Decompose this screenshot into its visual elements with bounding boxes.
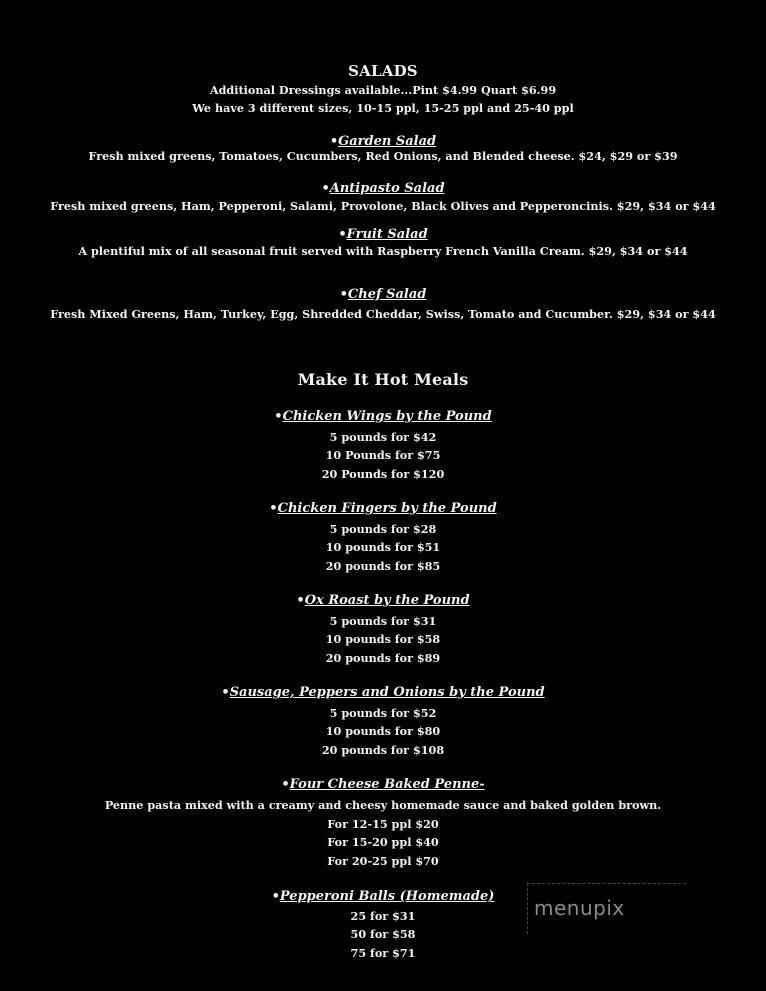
price-line: 20 pounds for $108 xyxy=(321,743,445,757)
bullet-icon: • xyxy=(269,501,278,516)
price-line: 5 pounds for $28 xyxy=(329,522,437,536)
price-line: 20 Pounds for $120 xyxy=(321,467,445,481)
price-line: 20 pounds for $85 xyxy=(325,559,441,573)
salad-item-desc: Fresh Mixed Greens, Ham, Turkey, Egg, Shredded Cheddar, Swiss, Tomato and Cucumber. $29, $34 or $44 xyxy=(50,307,716,321)
hot-item-label: Chicken Wings by the Pound xyxy=(282,409,492,424)
bullet-icon: • xyxy=(321,181,330,196)
salad-item-name xyxy=(0,227,766,242)
menupix-watermark xyxy=(527,883,686,934)
salad-item-label: Garden Salad xyxy=(338,134,437,149)
price-line: 10 pounds for $51 xyxy=(325,540,441,554)
hot-item-label: Sausage, Peppers and Onions by the Pound xyxy=(229,685,545,700)
price-line: 5 pounds for $31 xyxy=(329,614,437,628)
hot-item-name xyxy=(0,593,766,608)
hot-item-name xyxy=(0,777,766,792)
hot-item-name xyxy=(0,501,766,516)
salad-item-label: Fruit Salad xyxy=(346,227,428,242)
bullet-icon: • xyxy=(296,593,305,608)
price-line: 5 pounds for $42 xyxy=(329,430,437,444)
salads-note-dressings: Additional Dressings available...Pint $4.99 Quart $6.99 xyxy=(209,83,557,97)
price-line: 75 for $71 xyxy=(350,946,416,960)
salads-title: SALADS xyxy=(348,62,418,80)
price-line: 20 pounds for $89 xyxy=(325,651,441,665)
salad-item-label: Antipasto Salad xyxy=(329,181,445,196)
hot-meals-title: Make It Hot Meals xyxy=(297,370,469,389)
price-line: For 12-15 ppl $20 xyxy=(327,817,439,831)
salad-item-desc: Fresh mixed greens, Ham, Pepperoni, Salami, Provolone, Black Olives and Pepperoncinis. $29, $34 or $44 xyxy=(50,199,716,213)
hot-item-label: Four Cheese Baked Penne- xyxy=(289,777,485,792)
bullet-icon: • xyxy=(329,134,339,149)
price-line: 10 Pounds for $75 xyxy=(325,448,441,462)
item-description: Penne pasta mixed with a creamy and cheesy homemade sauce and baked golden brown. xyxy=(104,798,662,812)
price-line: 10 pounds for $80 xyxy=(325,724,441,738)
bullet-icon: • xyxy=(338,227,347,242)
price-line: For 15-20 ppl $40 xyxy=(327,835,439,849)
salad-item-name xyxy=(0,181,766,196)
bullet-icon: • xyxy=(281,777,290,792)
hot-item-label: Ox Roast by the Pound xyxy=(304,593,470,608)
price-line: 25 for $31 xyxy=(350,909,416,923)
salad-item-name xyxy=(0,134,766,149)
salads-note-sizes: We have 3 different sizes, 10-15 ppl, 15-25 ppl and 25-40 ppl xyxy=(192,101,574,115)
salad-item-desc: Fresh mixed greens, Tomatoes, Cucumbers, Red Onions, and Blended cheese. $24, $29 or $39 xyxy=(88,149,678,163)
bullet-icon: • xyxy=(221,685,230,700)
watermark-text: menupix xyxy=(534,896,625,920)
hot-item-name xyxy=(0,409,766,424)
price-line: 50 for $58 xyxy=(350,927,416,941)
hot-item-label: Chicken Fingers by the Pound xyxy=(277,501,497,516)
price-line: For 20-25 ppl $70 xyxy=(327,854,439,868)
hot-item-label: Pepperoni Balls (Homemade) xyxy=(279,889,495,904)
price-line: 10 pounds for $58 xyxy=(325,632,441,646)
price-line: 5 pounds for $52 xyxy=(329,706,437,720)
bullet-icon: • xyxy=(274,409,283,424)
salad-item-desc: A plentiful mix of all seasonal fruit served with Raspberry French Vanilla Cream. $29, $34 or $44 xyxy=(78,244,688,258)
salad-item-name xyxy=(0,287,766,302)
salad-item-label: Chef Salad xyxy=(347,287,427,302)
hot-item-name xyxy=(0,685,766,700)
bullet-icon: • xyxy=(271,889,280,904)
bullet-icon: • xyxy=(339,287,348,302)
